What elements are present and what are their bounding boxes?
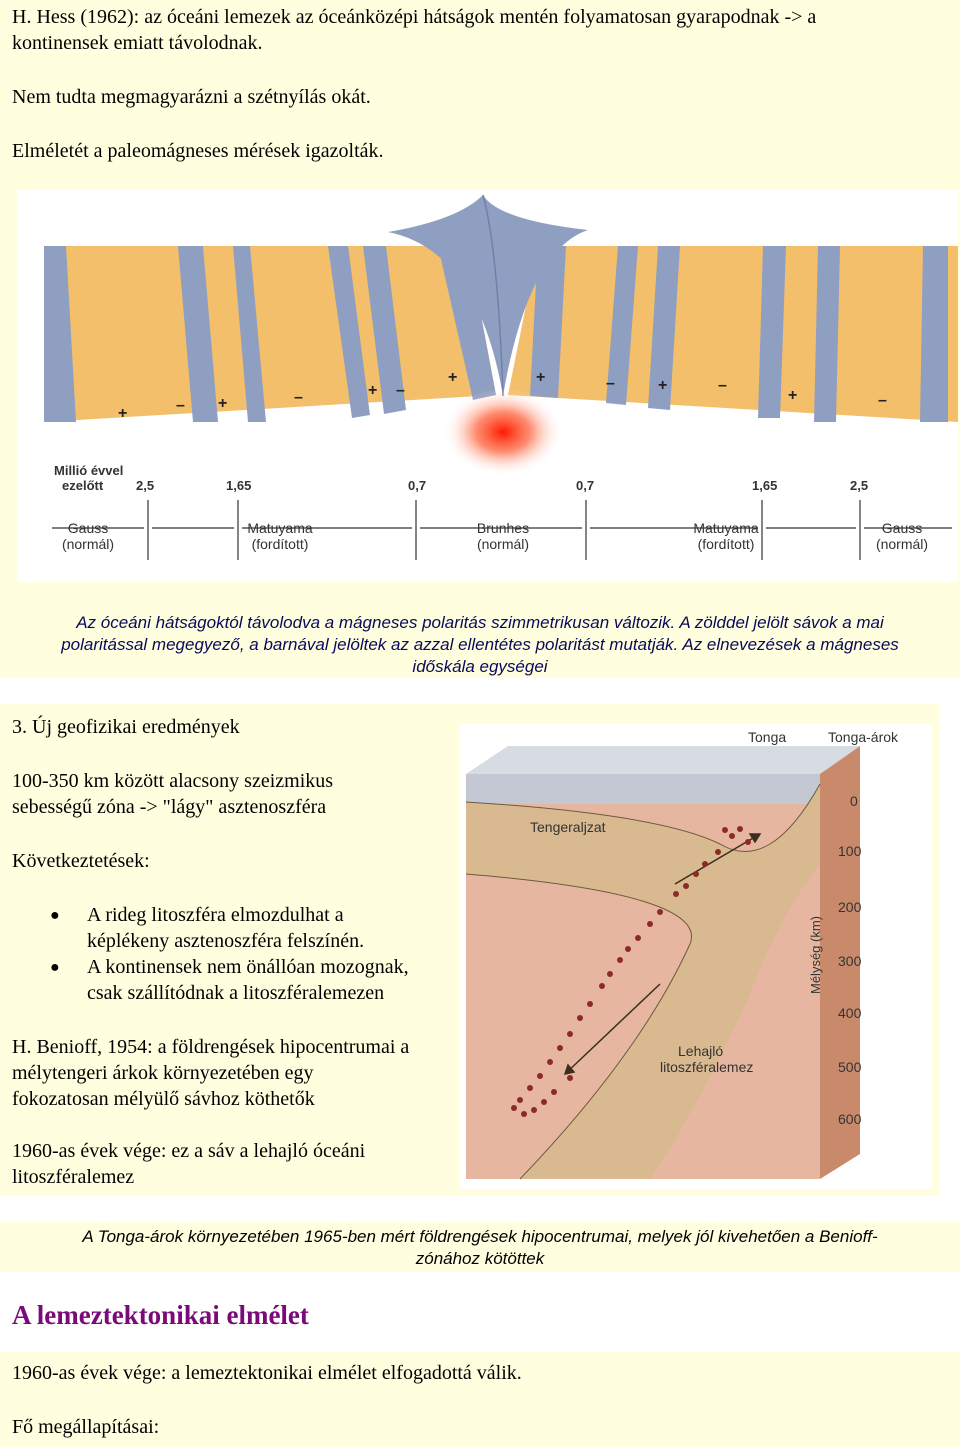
epoch-sub: (normál) <box>476 536 530 552</box>
tonga-trench-label: Tonga-árok <box>828 729 899 745</box>
hess-paragraph-line2: kontinensek emiatt távolodnak. <box>12 32 263 54</box>
main-findings-label: Fő megállapításai: <box>12 1416 160 1438</box>
slab-label-line2: litoszféralemez <box>660 1059 754 1075</box>
benioff-line1: H. Benioff, 1954: a földrengések hipocentrumai a <box>12 1036 410 1058</box>
tonga-caption-line2: zónához kötöttek <box>415 1249 545 1268</box>
bullet-icon: ● <box>50 959 60 976</box>
age-axis-label-line1: Millió évvel <box>54 463 124 478</box>
svg-text:–: – <box>294 389 303 406</box>
epoch-sub: (fordított) <box>697 536 755 552</box>
tonga-label: Tonga <box>748 729 787 745</box>
epoch-name: Brunhes <box>476 520 530 536</box>
epoch-name: Gauss <box>67 520 109 536</box>
svg-text:–: – <box>718 377 727 394</box>
epoch-sub: (fordított) <box>251 536 309 552</box>
depth-tick: 500 <box>838 1059 862 1075</box>
bullet-icon: ● <box>50 907 60 924</box>
svg-text:+: + <box>218 395 228 412</box>
hess-unexplained: Nem tudta megmagyarázni a szétnyílás okát. <box>12 86 371 108</box>
svg-text:+: + <box>658 377 668 394</box>
acceptance-text: 1960-as évek vége: a lemeztektonikai elmélet elfogadottá válik. <box>12 1362 522 1384</box>
lvz-line1: 100-350 km között alacsony szeizmikus <box>12 770 334 792</box>
depth-tick: 0 <box>850 793 858 809</box>
depth-tick: 200 <box>838 899 862 915</box>
lvz-line2: sebességű zóna -> "lágy" asztenoszféra <box>12 796 327 818</box>
svg-text:–: – <box>396 382 405 399</box>
stripes-caption-line3: időskála egységei <box>412 657 548 676</box>
plate-tectonics-heading: A lemeztektonikai elmélet <box>12 1300 309 1330</box>
tonga-caption-line1: A Tonga-árok környezetében 1965-ben mért földrengések hipocentrumai, melyek jól kivehetően a Benioff- <box>82 1227 878 1246</box>
svg-text:+: + <box>788 387 798 404</box>
hess-confirmed: Elméletét a paleomágneses mérések igazolták. <box>12 140 384 162</box>
geophysics-panel <box>0 704 940 1196</box>
age-label: 0,7 <box>408 478 427 493</box>
list-item: ● A kontinensek nem önállóan mozognak, csak szállítódnak a litoszféralemezen <box>50 956 409 1004</box>
depth-tick: 600 <box>838 1111 862 1127</box>
hess-panel <box>0 0 960 678</box>
epoch-sub: (normál) <box>875 536 929 552</box>
svg-text:+: + <box>368 382 378 399</box>
tonga-trench-figure <box>460 724 932 1189</box>
age-label: 2,5 <box>136 478 155 493</box>
svg-text:+: + <box>118 405 128 422</box>
list-item: ● A rideg litoszféra elmozdulhat a képlékeny asztenoszféra felszínén. <box>50 904 365 952</box>
age-label: 1,65 <box>226 478 252 493</box>
hess-paragraph-line1: H. Hess (1962): az óceáni lemezek az óceánközépi hátságok mentén folyamatosan gyarapodnak -> a <box>12 6 817 28</box>
benioff-line3: fokozatosan mélyülő sávhoz köthetők <box>12 1088 315 1110</box>
late60s-line2: litoszféralemez <box>12 1166 135 1188</box>
stripes-caption-line1: Az óceáni hátságoktól távolodva a mágneses polaritás szimmetrikusan változik. A zölddel jelölt sávok a mai <box>76 613 884 632</box>
svg-text:+: + <box>536 369 546 386</box>
svg-text:–: – <box>176 397 185 414</box>
conclusions-list <box>12 902 452 1006</box>
age-axis-label-line2: ezelőtt <box>62 478 104 493</box>
geophysics-heading: 3. Új geofizikai eredmények <box>12 716 240 738</box>
late60s-line1: 1960-as évek vége: ez a sáv a lehajló óceáni <box>12 1140 366 1162</box>
plate-tectonics-panel <box>0 1352 960 1447</box>
magnetic-stripes-figure <box>18 190 958 582</box>
seafloor-label: Tengeraljzat <box>530 819 606 835</box>
magnetic-stripes-diagram <box>18 190 958 582</box>
benioff-line2: mélytengeri árkok környezetében egy <box>12 1062 314 1084</box>
depth-axis-label: Mélység (km) <box>808 915 823 994</box>
depth-tick: 100 <box>838 843 862 859</box>
depth-tick: 400 <box>838 1005 862 1021</box>
age-label: 2,5 <box>850 478 869 493</box>
age-label: 0,7 <box>576 478 595 493</box>
conclusions-label: Következtetések: <box>12 850 150 872</box>
age-label: 1,65 <box>752 478 778 493</box>
epoch-name: Matuyama <box>693 520 759 536</box>
epoch-sub: (normál) <box>61 536 115 552</box>
svg-text:+: + <box>448 369 458 386</box>
stripes-caption-line2: polaritással megegyező, a barnával jelöltek az azzal ellentétes polaritást mutatják. Az elnevezések a mágneses <box>61 635 899 654</box>
svg-text:–: – <box>878 392 887 409</box>
svg-text:–: – <box>606 375 615 392</box>
depth-tick: 300 <box>838 953 862 969</box>
tonga-trench-diagram <box>460 724 932 1189</box>
epoch-name: Matuyama <box>247 520 313 536</box>
epoch-name: Gauss <box>881 520 923 536</box>
tonga-caption-box <box>0 1222 960 1272</box>
slab-label-line1: Lehajló <box>678 1043 724 1059</box>
